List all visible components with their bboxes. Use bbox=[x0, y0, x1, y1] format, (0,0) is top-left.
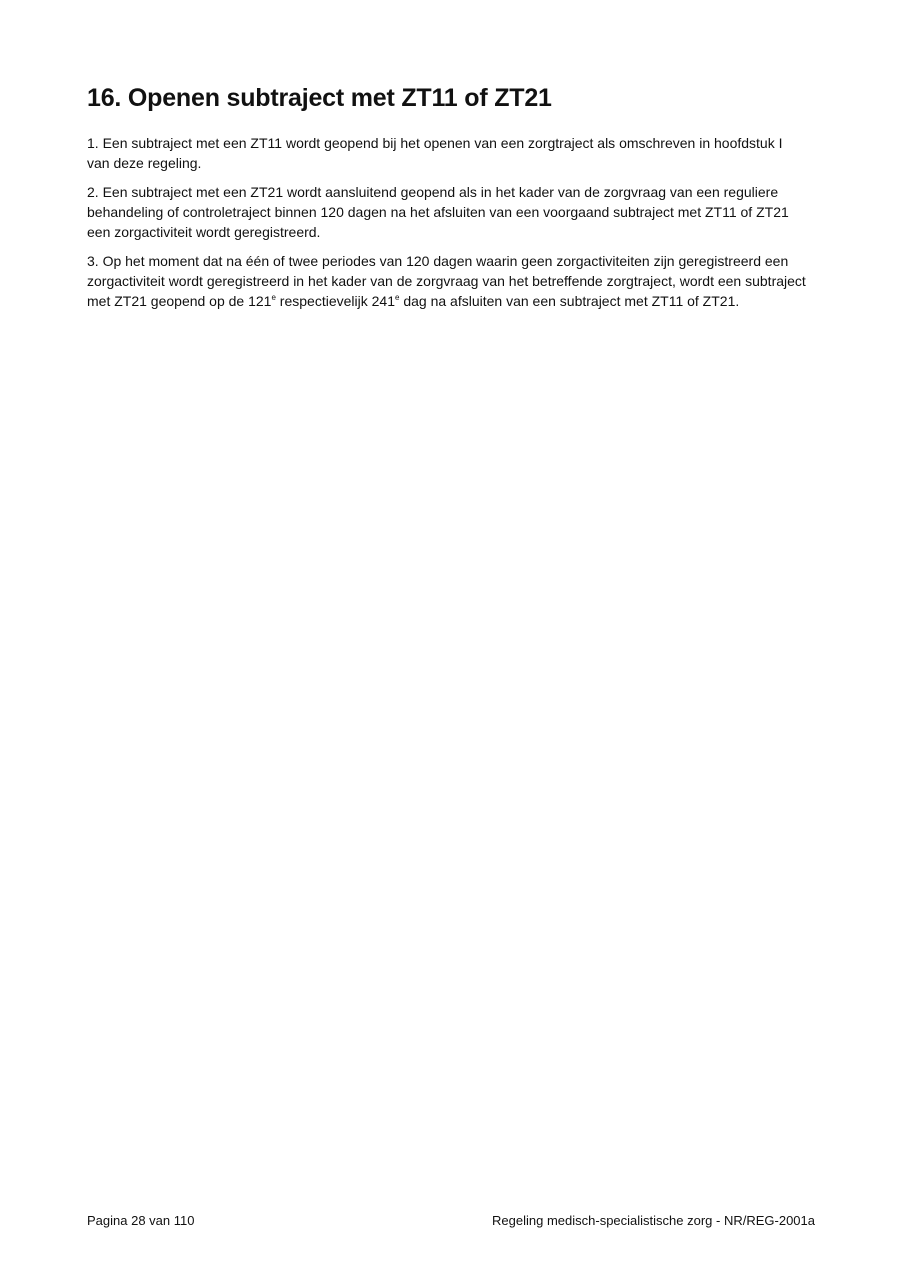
section-heading: 16. Openen subtraject met ZT11 of ZT21 bbox=[87, 84, 552, 112]
paragraph-3-part-3: dag na afsluiten van een subtraject met ZT11 of ZT21. bbox=[399, 293, 740, 309]
page-number: Pagina 28 van 110 bbox=[87, 1213, 195, 1228]
paragraph-3-part-1: 3. Op het moment dat na één of twee periodes van 120 dagen waarin geen zorgactiviteiten zijn geregistreerd een zorgactiviteit wordt geregistreerd in het kader van de zorgvraag van het betreffende zorgtraject, wordt een subtraject met ZT21 geopend op de 121 bbox=[87, 253, 806, 309]
ordinal-superscript-2: e bbox=[394, 293, 400, 302]
paragraph-3 bbox=[87, 251, 807, 311]
paragraph-1: 1. Een subtraject met een ZT11 wordt geopend bij het openen van een zorgtraject als omschreven in hoofdstuk I van deze regeling. bbox=[87, 135, 783, 171]
paragraph-3-part-2: respectievelijk 241 bbox=[275, 293, 395, 309]
document-reference: Regeling medisch-specialistische zorg - NR/REG-2001a bbox=[492, 1213, 815, 1228]
ordinal-superscript-1: e bbox=[271, 293, 276, 302]
section-body bbox=[87, 133, 807, 320]
paragraph-2: 2. Een subtraject met een ZT21 wordt aansluitend geopend als in het kader van de zorgvraag van een reguliere behandeling of controletraject binnen 120 dagen na het afsluiten van een voorgaand subtraject met ZT11 of ZT21 een zorgactiviteit wordt geregistreerd. bbox=[87, 184, 789, 240]
